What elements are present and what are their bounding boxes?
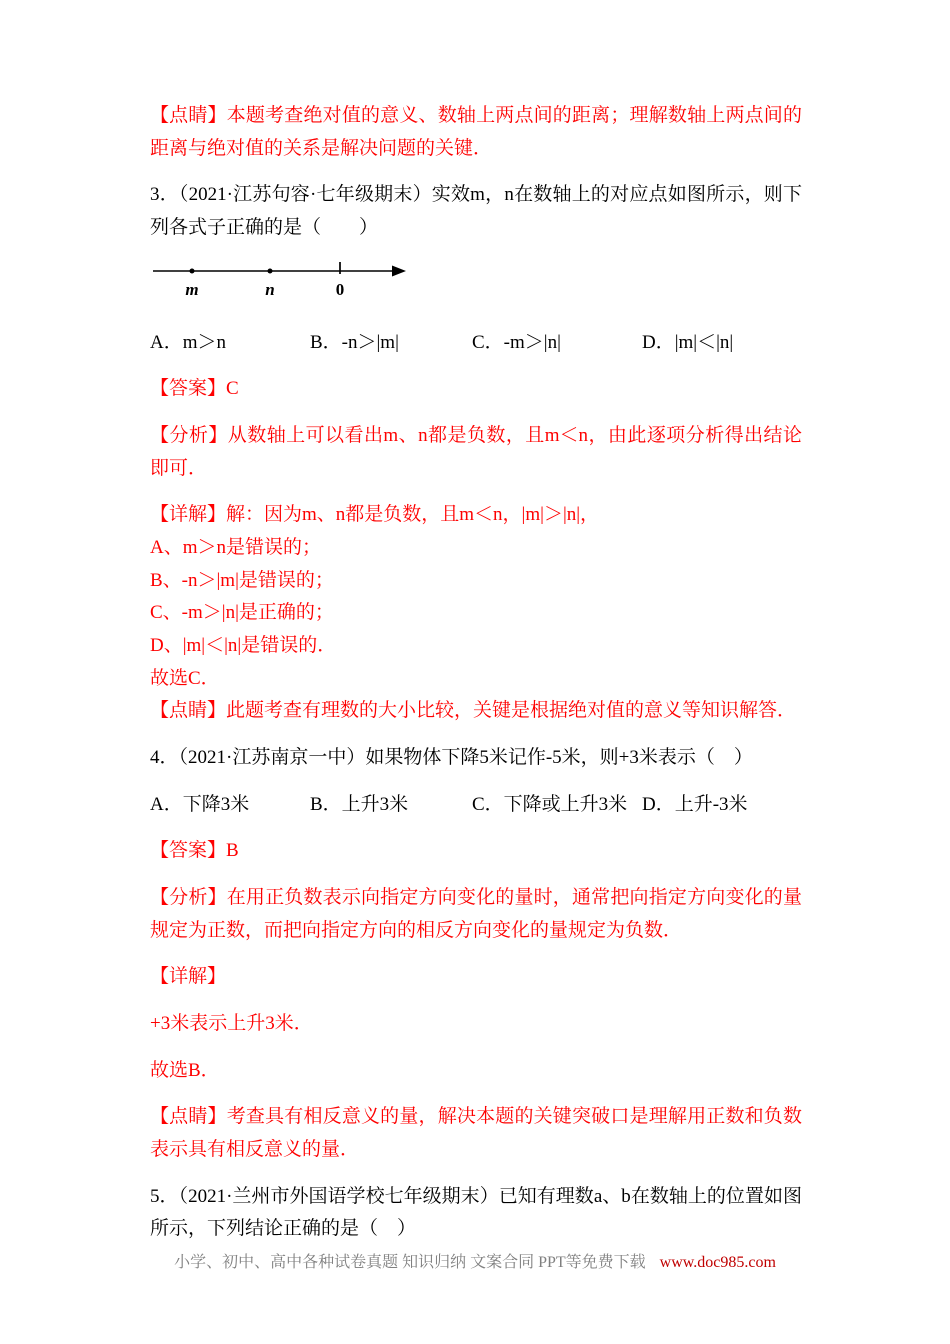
- point-m-dot: [190, 268, 195, 273]
- question-4-options: [150, 789, 802, 822]
- question-3-answer: 【答案】C: [150, 378, 239, 400]
- prev-note-paragraph: 【点睛】本题考查绝对值的意义、数轴上两点间的距离；理解数轴上两点间的距离与绝对值的关系是解决问题的关键．: [150, 105, 802, 159]
- question-3-detail-line: 故选C．: [150, 667, 220, 689]
- option-a: A．m＞n: [150, 331, 227, 353]
- label-zero: 0: [335, 279, 345, 299]
- label-m: m: [185, 279, 199, 299]
- option-b: B．上升3米: [310, 793, 409, 815]
- question-3-detail-line: C、-m＞|n|是正确的；: [150, 602, 334, 624]
- page-footer: [0, 1249, 950, 1272]
- question-3-detail-line: D、|m|＜|n|是错误的．: [150, 635, 337, 657]
- question-3-note: 【点睛】此题考查有理数的大小比较，关键是根据绝对值的意义等知识解答．: [150, 700, 797, 722]
- question-4-detail-label: 【详解】: [150, 966, 227, 988]
- question-3-analysis: 【分析】从数轴上可以看出m、n都是负数，且m＜n，由此逐项分析得出结论即可．: [150, 425, 802, 479]
- option-d: D．上升-3米: [642, 793, 748, 815]
- question-4-analysis: 【分析】在用正负数表示向指定方向变化的量时，通常把向指定方向变化的量规定为正数，而把向指定方向的相反方向变化的量规定为负数．: [150, 887, 802, 941]
- question-3-detail-line: 【详解】解：因为m、n都是负数，且m＜n，|m|＞|n|，: [150, 504, 600, 526]
- label-n: n: [265, 279, 275, 299]
- question-3-detail-line: B、-n＞|m|是错误的；: [150, 569, 334, 591]
- option-b: B．-n＞|m|: [310, 331, 399, 353]
- question-4-stem: 4．（2021·江苏南京一中）如果物体下降5米记作-5米，则+3米表示（ ）: [150, 747, 753, 769]
- footer-link[interactable]: www.doc985.com: [659, 1254, 776, 1271]
- question-4-detail-end: 故选B．: [150, 1059, 220, 1081]
- number-line-figure: [150, 259, 802, 309]
- option-a: A．下降3米: [150, 793, 250, 815]
- option-c: C．下降或上升3米: [472, 793, 628, 815]
- question-4-detail-line: +3米表示上升3米．: [150, 1013, 313, 1035]
- point-n-dot: [268, 268, 273, 273]
- option-c: C．-m＞|n|: [472, 331, 561, 353]
- document-content: [150, 100, 802, 1260]
- question-3-detail-line: A、m＞n是错误的；: [150, 537, 322, 559]
- question-5-stem: 5．（2021·兰州市外国语学校七年级期末）已知有理数a、b在数轴上的位置如图所示，下列结论正确的是（ ）: [150, 1185, 802, 1240]
- question-4-answer: 【答案】B: [150, 840, 239, 862]
- question-4-note: 【点睛】考查具有相反意义的量，解决本题的关键突破口是理解用正数和负数表示具有相反意义的量．: [150, 1106, 802, 1161]
- question-3-options: [150, 327, 802, 360]
- option-d: D．|m|＜|n|: [642, 331, 734, 353]
- footer-text: 小学、初中、高中各种试卷真题 知识归纳 文案合同 PPT等免费下载: [174, 1254, 646, 1271]
- axis-arrowhead-icon: [392, 265, 406, 276]
- question-3-stem: 3．（2021·江苏句容·七年级期末）实效m，n在数轴上的对应点如图所示，则下列各式子正确的是（ ）: [150, 184, 802, 239]
- number-line-svg: [150, 259, 412, 303]
